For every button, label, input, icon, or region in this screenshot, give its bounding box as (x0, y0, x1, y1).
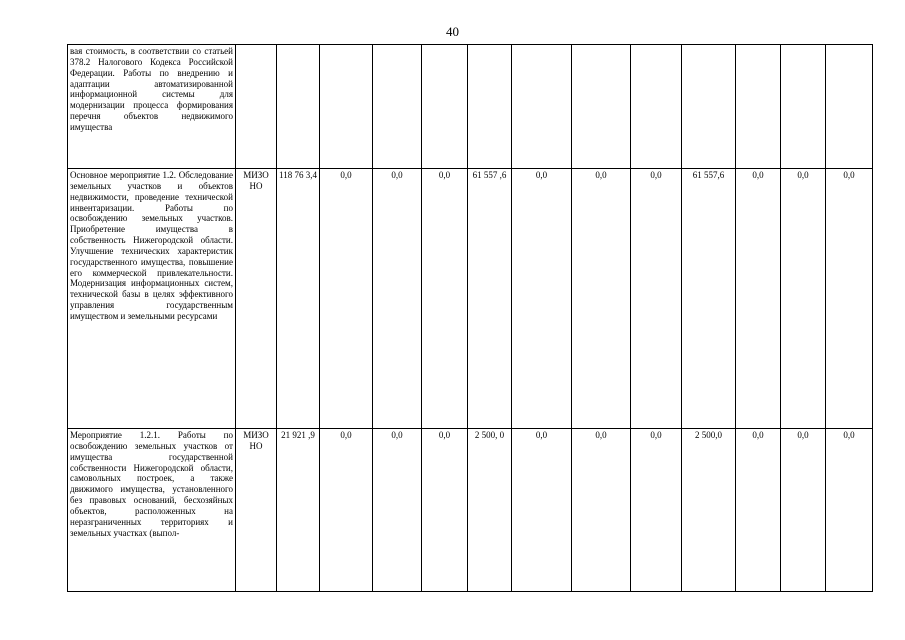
value-cell (422, 45, 468, 169)
value-cell: 61 557,6 (682, 169, 736, 429)
value-cell: 0,0 (631, 429, 682, 592)
value-cell: 0,0 (736, 169, 781, 429)
value-cell (781, 45, 826, 169)
value-cell: 0,0 (320, 429, 373, 592)
value-cell: 0,0 (572, 429, 631, 592)
value-cell (277, 45, 320, 169)
page-number: 40 (446, 24, 459, 39)
value-cell: 21 921 ,9 (277, 429, 320, 592)
value-cell: 0,0 (631, 169, 682, 429)
value-cell: 0,0 (512, 169, 572, 429)
value-cell: 2 500, 0 (468, 429, 512, 592)
value-cell: 0,0 (826, 169, 873, 429)
description-cell: Мероприятие 1.2.1. Работы по освобождению земельных участков от имущества государственной собственности Нижегородской области, самовольных построек, а также движимого имущества, установленного без правовых оснований, бесхозяйных объектов, расположенных на неразграниченных территориях и земельных участках (выпол- (68, 429, 236, 592)
value-cell: 0,0 (422, 429, 468, 592)
executor-cell (236, 45, 277, 169)
executor-cell: МИЗО НО (236, 169, 277, 429)
table-row (68, 45, 873, 169)
table-row (68, 169, 873, 429)
budget-table (67, 44, 873, 592)
value-cell: 0,0 (781, 169, 826, 429)
value-cell: 61 557 ,6 (468, 169, 512, 429)
value-cell: 0,0 (572, 169, 631, 429)
value-cell (512, 45, 572, 169)
table-row (68, 429, 873, 592)
value-cell: 0,0 (512, 429, 572, 592)
value-cell (736, 45, 781, 169)
value-cell: 0,0 (736, 429, 781, 592)
value-cell (572, 45, 631, 169)
value-cell: 0,0 (781, 429, 826, 592)
value-cell: 0,0 (373, 169, 422, 429)
value-cell (468, 45, 512, 169)
value-cell: 0,0 (422, 169, 468, 429)
value-cell: 118 76 3,4 (277, 169, 320, 429)
value-cell (682, 45, 736, 169)
value-cell: 0,0 (320, 169, 373, 429)
value-cell (373, 45, 422, 169)
value-cell: 0,0 (373, 429, 422, 592)
description-cell: вая стоимость, в соответствии со статьей 378.2 Налогового Кодекса Российской Федерации. Работы по внедрению и адаптации автоматизированной информационной системы для модернизации процесса формирования перечня объектов недвижимого имущества (68, 45, 236, 169)
description-cell: Основное мероприятие 1.2. Обследование земельных участков и объектов недвижимости, проведение технической инвентаризации. Работы по освобождению земельных участков. Приобретение имущества в собственность Нижегородской области. Улучшение технических характеристик государственного имущества, повышение его коммерческой привлекательности. Модернизация информационных систем, технической базы в целях эффективного управления государственным имуществом и земельными ресурсами (68, 169, 236, 429)
executor-cell: МИЗО НО (236, 429, 277, 592)
value-cell (826, 45, 873, 169)
value-cell (631, 45, 682, 169)
value-cell: 0,0 (826, 429, 873, 592)
value-cell (320, 45, 373, 169)
value-cell: 2 500,0 (682, 429, 736, 592)
